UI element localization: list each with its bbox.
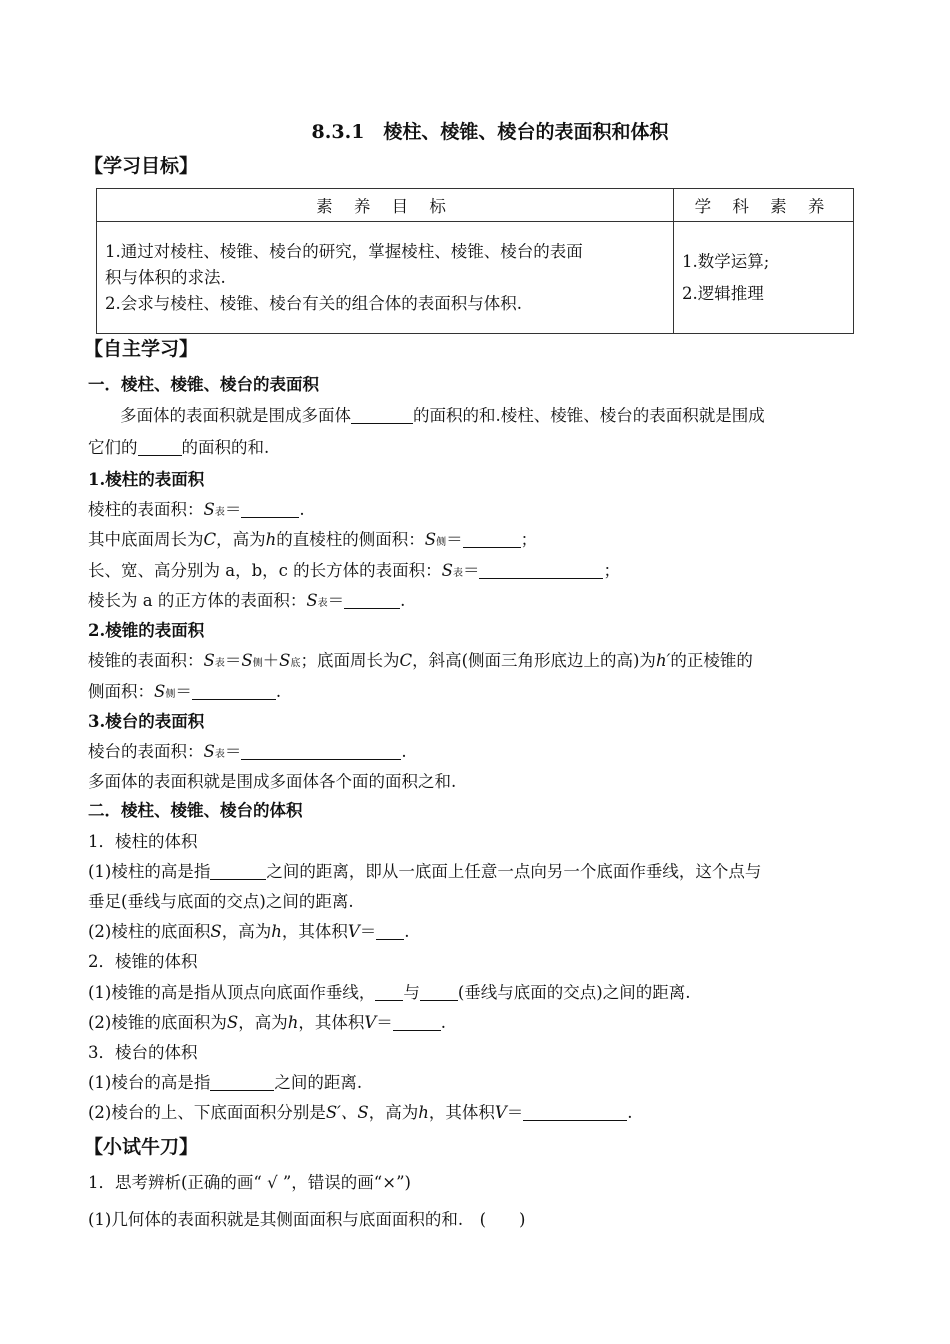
answer-blank[interactable] bbox=[375, 984, 403, 1001]
trial-question-1: 1．思考辨析(正确的画“ √ ”，错误的画“×”) bbox=[88, 1173, 411, 1192]
pyramid-volume-line: (2)棱锥的底面积为S，高为h，其体积V＝ . bbox=[88, 1013, 446, 1032]
answer-blank[interactable] bbox=[420, 984, 458, 1001]
prism-volume-line: (2)棱柱的底面积S，高为h，其体积V＝ . bbox=[88, 922, 410, 941]
answer-blank[interactable] bbox=[376, 923, 404, 940]
goals-col1-header: 素 养 目 标 bbox=[97, 189, 674, 222]
section-trial: 【小试牛刀】 bbox=[84, 1136, 199, 1158]
answer-blank[interactable] bbox=[210, 1074, 274, 1091]
page-title: 8.3.1 棱柱、棱锥、棱台的表面积和体积 bbox=[311, 121, 669, 143]
cuboid-line: 长、宽、高分别为 a，b，c 的长方体的表面积：S表＝ ； bbox=[88, 561, 620, 580]
answer-blank[interactable] bbox=[463, 531, 521, 548]
section-self-study: 【自主学习】 bbox=[84, 338, 199, 360]
prism-height-line-2: 垂足(垂线与底面的交点)之间的距离. bbox=[88, 892, 354, 911]
answer-blank[interactable] bbox=[192, 683, 276, 700]
prism-lateral-line: 其中底面周长为C，高为h的直棱柱的侧面积：S侧＝ ； bbox=[88, 530, 538, 549]
frustum-volume-heading: 3．棱台的体积 bbox=[88, 1043, 198, 1062]
frustum-volume-line: (2)棱台的上、下底面面积分别是S′、S，高为h，其体积V＝ . bbox=[88, 1103, 633, 1122]
prism-height-line: (1)棱柱的高是指 之间的距离，即从一底面上任意一点向另一个底面作垂线，这个点与 bbox=[88, 862, 762, 881]
part2-heading: 二．棱柱、棱锥、棱台的体积 bbox=[88, 801, 303, 820]
prism-volume-heading: 1．棱柱的体积 bbox=[88, 832, 198, 851]
trial-question-1-1: (1)几何体的表面积就是其侧面面积与底面面积的和. ( ) bbox=[88, 1210, 526, 1229]
pyramid-surface-heading: 2.棱锥的表面积 bbox=[88, 621, 205, 640]
answer-blank[interactable] bbox=[138, 439, 182, 456]
answer-blank[interactable] bbox=[210, 863, 266, 880]
answer-blank[interactable] bbox=[241, 501, 299, 518]
intro-line-2: 它们的 的面积的和. bbox=[88, 438, 270, 457]
answer-blank[interactable] bbox=[523, 1104, 627, 1121]
prism-surface-line: 棱柱的表面积：S表＝ . bbox=[88, 500, 305, 519]
section-goals: 【学习目标】 bbox=[84, 155, 199, 177]
pyramid-volume-heading: 2．棱锥的体积 bbox=[88, 952, 198, 971]
part1-heading: 一．棱柱、棱锥、棱台的表面积 bbox=[88, 375, 319, 394]
literacy-line: 1.数学运算; bbox=[682, 251, 770, 271]
pyramid-height-line: (1)棱锥的高是指从顶点向底面作垂线， 与 (垂线与底面的交点)之间的距离. bbox=[88, 983, 691, 1002]
goals-table bbox=[96, 188, 854, 334]
cube-line: 棱长为 a 的正方体的表面积：S表＝ . bbox=[88, 591, 406, 610]
surface-summary: 多面体的表面积就是围成多面体各个面的面积之和. bbox=[88, 772, 457, 791]
goals-col2-header: 学 科 素 养 bbox=[674, 189, 854, 222]
frustum-height-line: (1)棱台的高是指 之间的距离. bbox=[88, 1073, 363, 1092]
goal-line: 积与体积的求法. bbox=[105, 267, 226, 287]
literacy-line: 2.逻辑推理 bbox=[682, 283, 764, 303]
answer-blank[interactable] bbox=[479, 562, 603, 579]
prism-surface-heading: 1.棱柱的表面积 bbox=[88, 470, 205, 489]
goal-line: 1.通过对棱柱、棱锥、棱台的研究，掌握棱柱、棱锥、棱台的表面 bbox=[105, 241, 583, 261]
goals-col1-cell bbox=[97, 222, 674, 334]
goal-line: 2.会求与棱柱、棱锥、棱台有关的组合体的表面积与体积. bbox=[105, 293, 522, 313]
intro-line-1: 多面体的表面积就是围成多面体 的面积的和.棱柱、棱锥、棱台的表面积就是围成 bbox=[120, 406, 765, 425]
frustum-surface-heading: 3.棱台的表面积 bbox=[88, 712, 205, 731]
frustum-surface-line: 棱台的表面积：S表＝ . bbox=[88, 742, 407, 761]
answer-blank[interactable] bbox=[344, 592, 400, 609]
pyramid-lateral-line: 侧面积：S侧＝ . bbox=[88, 682, 282, 701]
answer-blank[interactable] bbox=[393, 1014, 441, 1031]
pyramid-surface-line: 棱锥的表面积：S表＝S侧＋S底；底面周长为C，斜高(侧面三角形底边上的高)为h′的正棱锥的 bbox=[88, 651, 753, 670]
goals-col2-cell bbox=[674, 222, 854, 334]
answer-blank[interactable] bbox=[351, 407, 413, 424]
answer-blank[interactable] bbox=[241, 743, 401, 760]
